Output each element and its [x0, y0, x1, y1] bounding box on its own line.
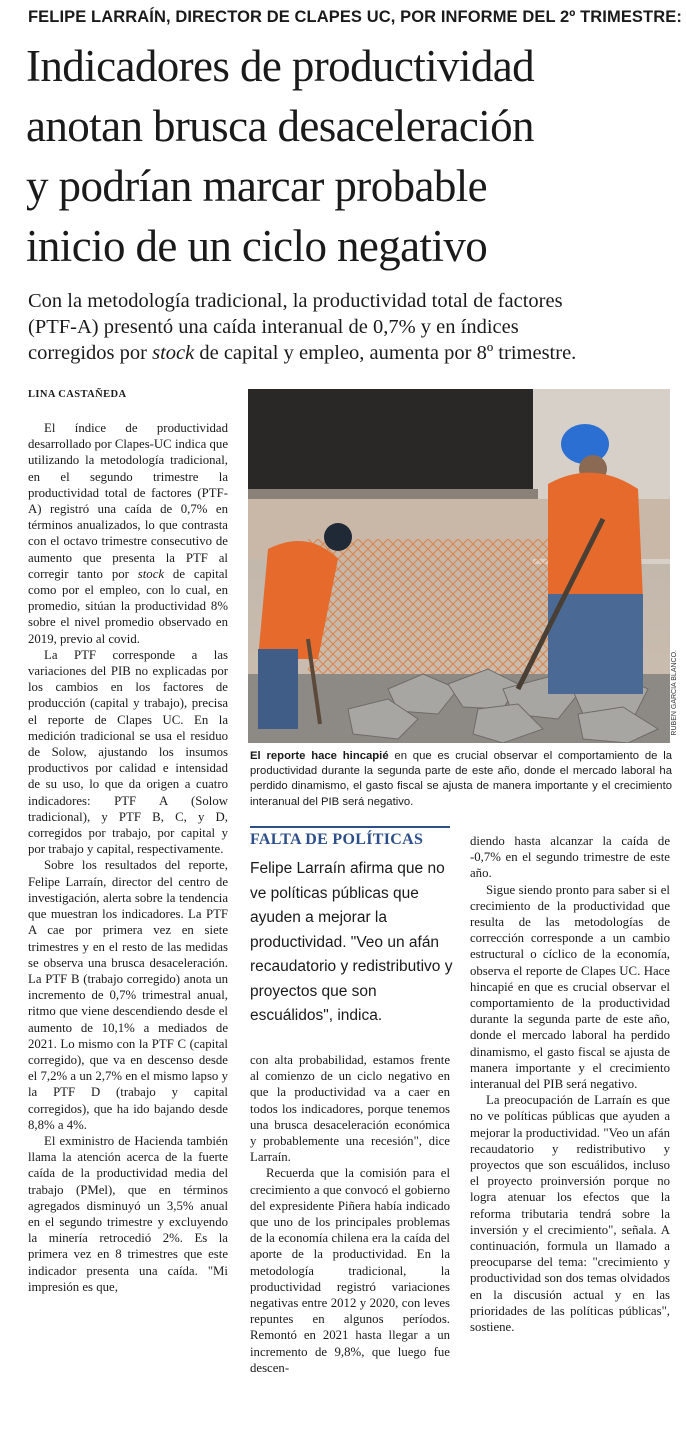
paragraph: El índice de productividad desarrollado por Clapes-UC indica que utilizando la metodología tradicional, en el segundo trimestre la productividad total de factores (PTF-A) registró una caída de 0,7% en términos anualizados, lo que contrasta con el octavo trimestre consecutivo de aumento que presenta la PTF al corregir tanto por stock de capital como por el empleo, con lo cual, en promedio, sitúan la productividad 8% sobre el nivel promedio observado en 2019, previo al covid. — [28, 421, 228, 646]
workers-photo-illustration — [248, 389, 670, 743]
paragraph: La preocupación de Larraín es que no ve políticas públicas que ayuden a mejorar la productividad. "Veo un afán recaudatorio y redistributivo y proyectos que son escuálidos, incluso el proyecto proinversión porque no logra atenuar los efectos que la reforma tributaria tendrá sobre la inversión y el crecimiento", señala. A continuación, formula un llamado a preocuparse del tema: "crecimiento y productividad son dos temas olvidados en la discusión actual y en las prioridades de las políticas públicas", sostiene. — [470, 1093, 670, 1335]
paragraph: La PTF corresponde a las variaciones del PIB no explicadas por los cambios en los factores de producción (capital y trabajo), precisa el reporte de Clapes UC. En la medición tradicional se usa el residuo de Solow, ajustando los insumos productivos por calidad e intensidad de su uso, lo que da origen a cuatro indicadores: PTF A (Solow tradicional), y PTF B, C, y D, corregidos por trabajo, por capital y por trabajo y capital, respectivamente. — [28, 647, 228, 857]
deck-line: corregidos por stock de capital y empleo, aumenta por 8º trimestre. — [28, 342, 577, 364]
paragraph: Recuerda que la comisión para el crecimiento a que convocó el gobierno del expresidente Piñera había indicado que uno de los principales problemas de la economía chilena era la caída del aporte de la productividad. En la metodología tradicional, la productividad registró variaciones negativas entre 2012 y 2020, con leves repuntes en algunos períodos. Remontó en 2021 hasta llegar a un incremento de 9,8%, que luego fue descen- — [250, 1166, 450, 1375]
paragraph: diendo hasta alcanzar la caída de -0,7% en el segundo trimestre de este año. — [470, 834, 670, 881]
headline — [26, 36, 676, 276]
caption-lead: El reporte hace hincapié — [250, 750, 389, 762]
headline-line: Indicadores de productividad — [26, 41, 535, 91]
headline-line: inicio de un ciclo negativo — [26, 221, 488, 271]
photo-credit: RUBEN GARCIA BLANCO. — [671, 650, 678, 736]
deck-line: (PTF-A) presentó una caída interanual de 0,7% y en índices — [28, 316, 519, 338]
caption-text: en que es crucial observar el comportamiento de la productividad durante la segunda parte de este año, donde el mercado laboral ha perdido dinamismo, el gasto fiscal se ajusta de manera importante y el crecimiento interanual del PIB será negativo. — [250, 750, 672, 808]
deck-line: Con la metodología tradicional, la productividad total de factores — [28, 290, 563, 312]
sidebar-title: FALTA DE POLÍTICAS — [250, 831, 424, 848]
byline: LINA CASTAÑEDA — [28, 389, 127, 400]
paragraph: Sigue siendo pronto para saber si el crecimiento de la productividad que resulta de las metodologías de corrección corresponde a un cambio estructural o cíclico de la economía, observa el reporte de Clapes UC. Hace hincapié en que es crucial observar el comportamiento de la productividad durante la segunda parte de este año, donde el mercado laboral ha perdido dinamismo, el gasto fiscal se ajusta de manera importante y el crecimiento interanual del PIB será negativo. — [470, 882, 670, 1092]
paragraph: El exministro de Hacienda también llama la atención acerca de la fuerte caída de la productividad media del trabajo (PMel), que en términos agregados disminuyó un 3,5% anual en el segundo trimestre y excluyendo la minería retrocedió 2%. Es la primera vez en 8 trimestres que este indicador presenta una caída. "Mi impresión es que, — [28, 1133, 228, 1294]
kicker: FELIPE LARRAÍN, DIRECTOR DE CLAPES UC, POR INFORME DEL 2º TRIMESTRE: — [28, 8, 682, 26]
body-column-2 — [250, 1052, 450, 1376]
headline-line: y podrían marcar probable — [26, 161, 488, 211]
body-column-1 — [28, 420, 228, 1295]
paragraph: Sobre los resultados del reporte, Felipe Larraín, director del centro de investigación, alerta sobre la tendencia que muestran los indicadores. La PTF A cae por primera vez en siete trimestres y en el resto de las medidas se observa una brusca desaceleración. La PTF B (trabajo corregido) anota un incremento de 0,7% trimestral anual, ritmo que viene descendiendo desde el aumento de 10,1% a mediados de 2021. Lo mismo con la PTF C (capital corregido), que va en descenso desde el 7,2% a un 2,7% en el mismo lapso y la PTF D (trabajo y capital corregidos), que ha ido bajando desde 8,8% a 4%. — [28, 858, 228, 1132]
deck — [28, 288, 678, 366]
headline-line: anotan brusca desaceleración — [26, 101, 534, 151]
paragraph: con alta probabilidad, estamos frente al comienzo de un ciclo negativo en que la productividad va a caer en todos los indicadores, porque tenemos una brusca desaceleración económica y probablemente una recesión", dice Larraín. — [250, 1053, 450, 1165]
news-photo — [248, 389, 670, 743]
photo-caption — [250, 749, 672, 810]
sidebar-text: Felipe Larraín afirma que no ve políticas públicas que ayuden a mejorar la productividad. "Veo un afán recaudatorio y redistributivo y proyectos que son escuálidos", indica. — [250, 860, 453, 1024]
sidebar-rule — [250, 826, 450, 828]
body-column-3 — [470, 833, 670, 1335]
